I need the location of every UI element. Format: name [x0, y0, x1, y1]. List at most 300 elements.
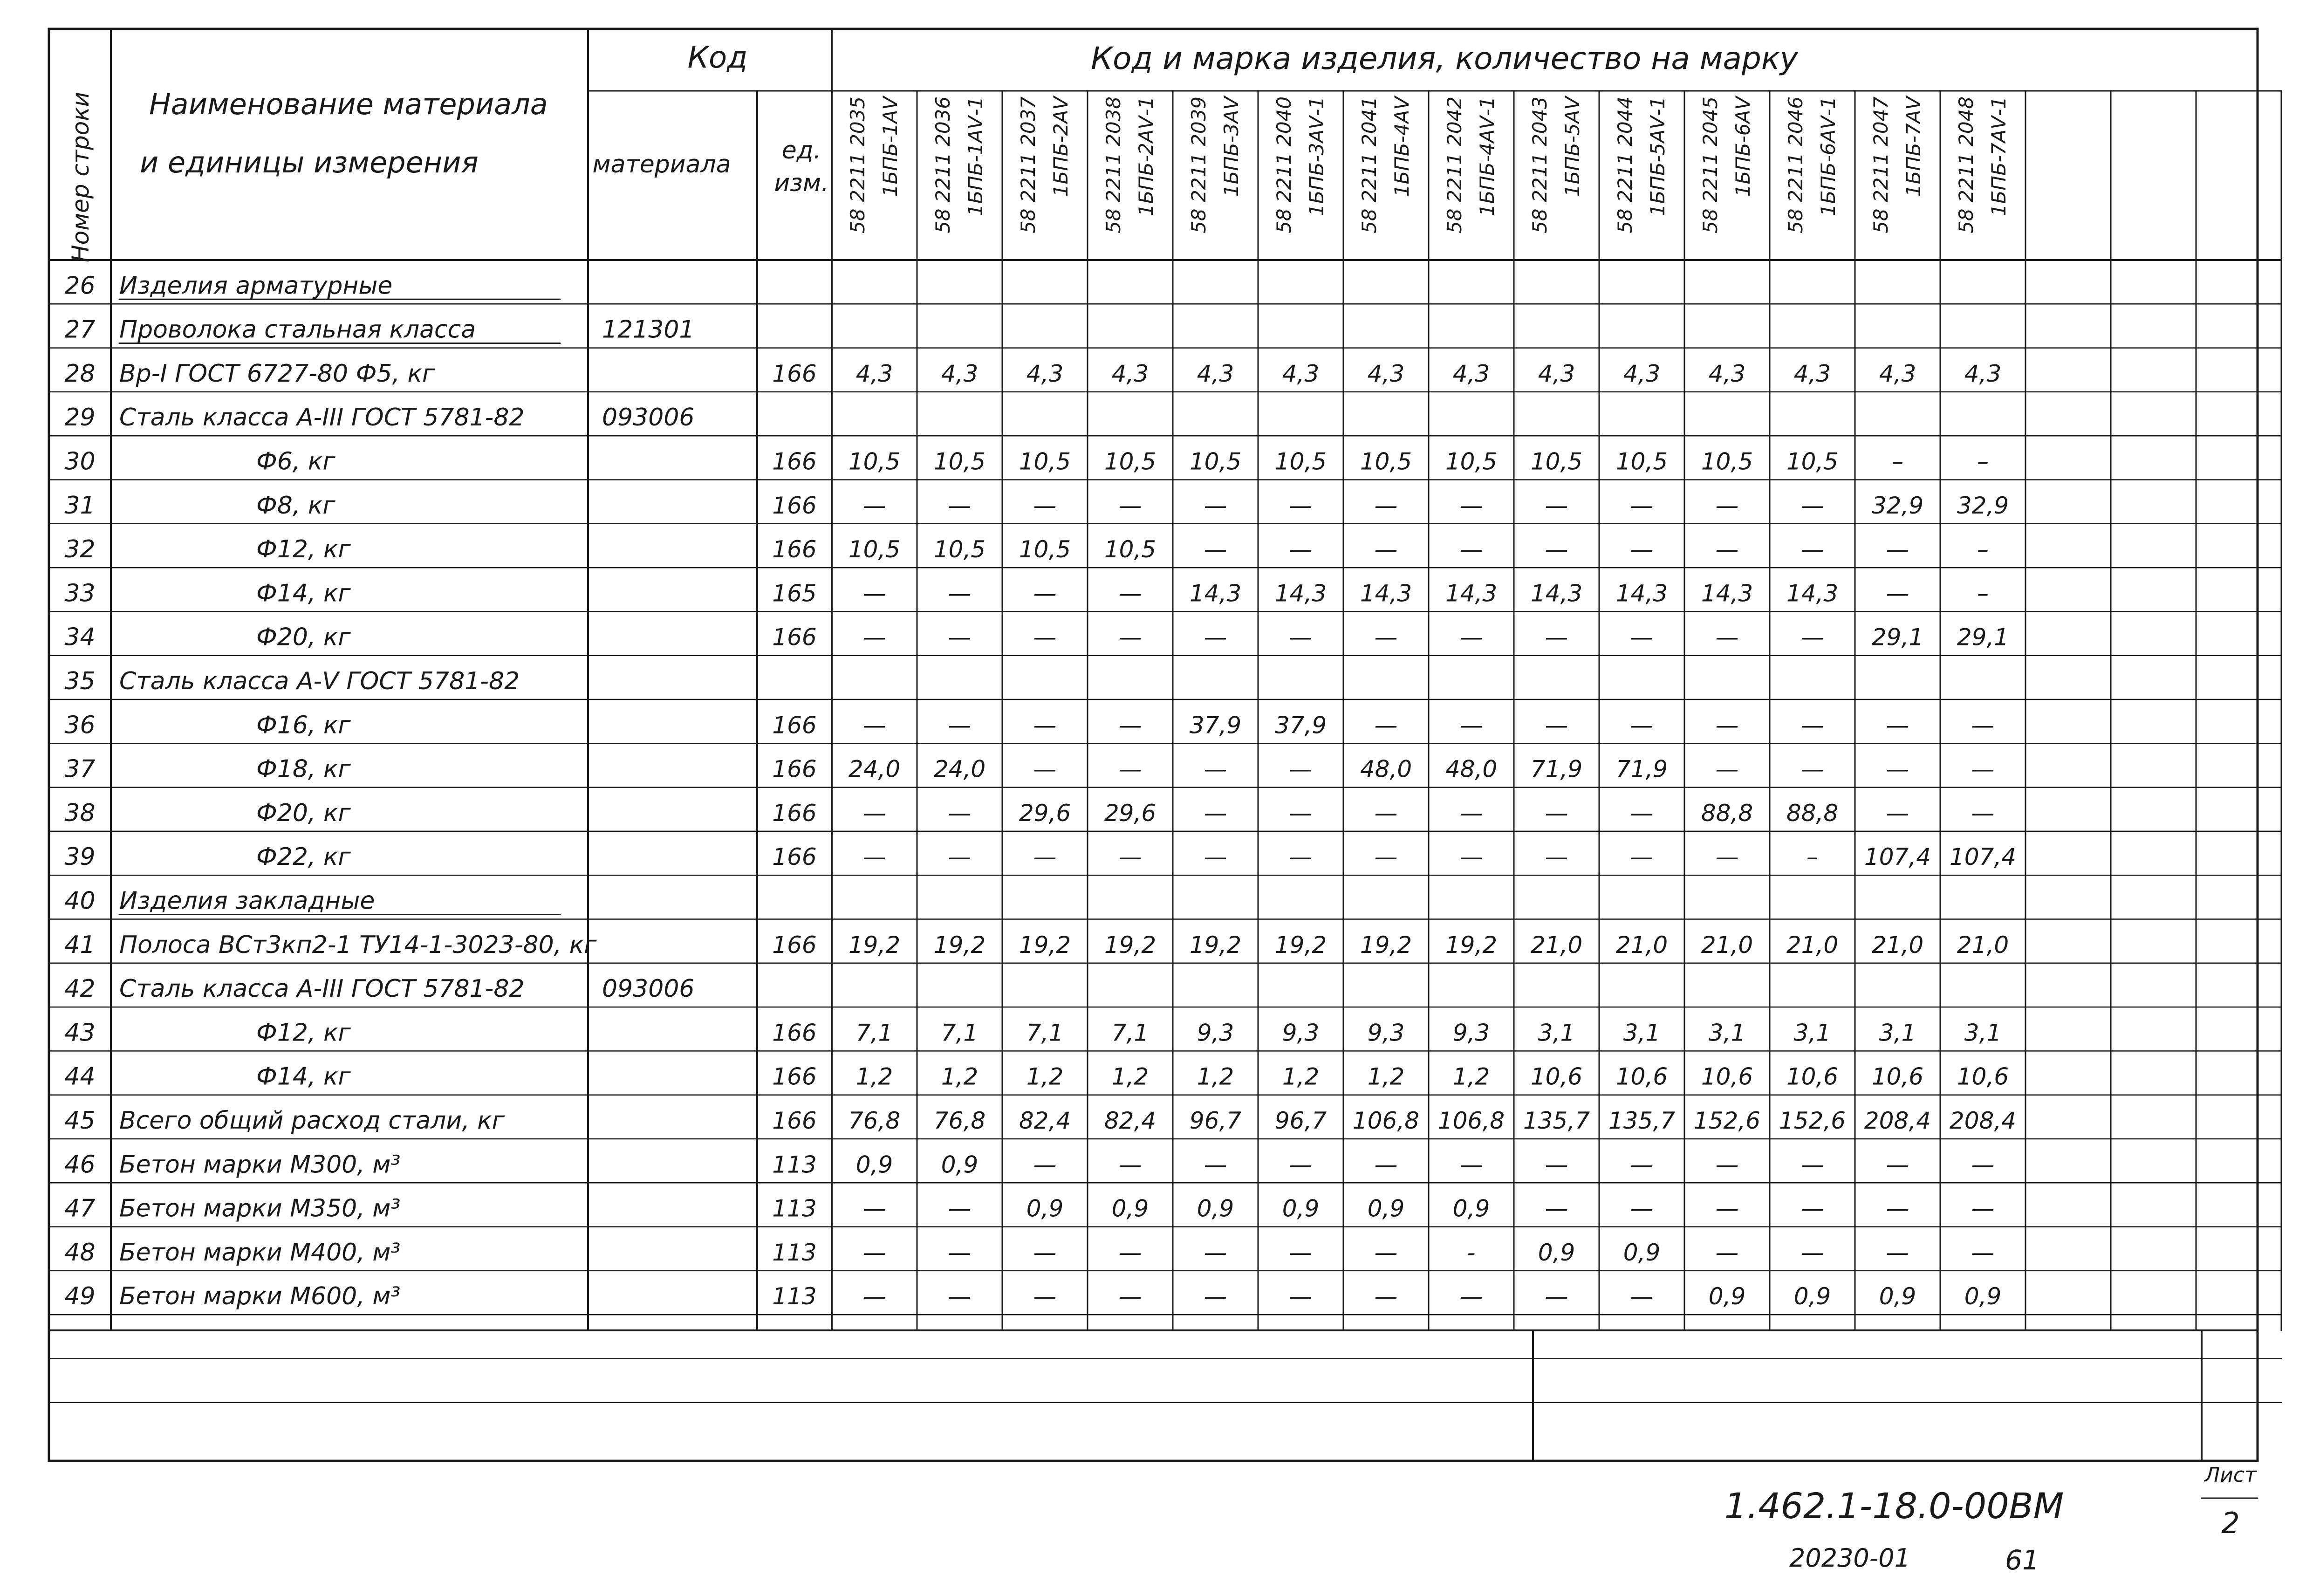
- qty-cell: —: [1374, 536, 1398, 563]
- qty-cell: —: [1715, 712, 1739, 739]
- qty-cell: —: [1715, 536, 1739, 563]
- qty-cell: —: [1374, 623, 1398, 651]
- qty-cell: —: [1459, 712, 1483, 739]
- qty-cell: 21,0: [1530, 931, 1583, 959]
- qty-cell: 10,5: [1019, 448, 1071, 475]
- product-code: 58 2211 2044: [1614, 96, 1636, 233]
- qty-cell: —: [948, 1195, 972, 1222]
- qty-cell: —: [1715, 623, 1739, 651]
- qty-cell: 7,1: [855, 1019, 893, 1047]
- qty-cell: —: [1118, 492, 1142, 519]
- material-name: Ф18, кг: [256, 755, 351, 783]
- qty-cell: —: [1289, 536, 1313, 563]
- qty-cell: 135,7: [1523, 1107, 1590, 1134]
- product-mark: 1БПБ-1АⅤ: [879, 96, 902, 197]
- product-mark: 1БПБ-7АⅤ-1: [1987, 96, 2010, 217]
- qty-cell: 3,1: [1708, 1019, 1746, 1047]
- qty-cell: 4,3: [941, 360, 979, 387]
- material-name: Ф12, кг: [256, 1019, 351, 1047]
- qty-cell: 9,3: [1282, 1019, 1320, 1047]
- qty-cell: 32,9: [1957, 492, 2009, 519]
- material-name: Ф14, кг: [256, 579, 351, 608]
- material-name: Сталь класса А-III ГОСТ 5781-82: [119, 975, 525, 1003]
- qty-cell: 4,3: [855, 360, 893, 387]
- qty-cell: 0,9: [1623, 1239, 1661, 1266]
- qty-cell: 1,2: [1367, 1063, 1405, 1090]
- qty-cell: 1,2: [1026, 1063, 1064, 1090]
- qty-cell: 96,7: [1274, 1107, 1327, 1134]
- qty-cell: —: [1204, 755, 1227, 783]
- qty-cell: 4,3: [1452, 360, 1490, 387]
- qty-cell: —: [1800, 1239, 1824, 1266]
- row-number: 37: [64, 755, 96, 783]
- qty-cell: —: [1204, 1151, 1227, 1178]
- qty-cell: —: [1118, 1239, 1142, 1266]
- qty-cell: 4,3: [1282, 360, 1320, 387]
- qty-cell: —: [948, 623, 972, 651]
- unit-code: 166: [772, 1019, 817, 1047]
- row-number: 41: [64, 931, 96, 959]
- qty-cell: 48,0: [1445, 755, 1498, 783]
- unit-code: 166: [772, 448, 817, 475]
- unit-code: 166: [772, 1107, 817, 1134]
- qty-cell: 3,1: [1879, 1019, 1916, 1047]
- qty-cell: 88,8: [1701, 799, 1753, 827]
- qty-cell: 88,8: [1786, 799, 1839, 827]
- qty-cell: 0,9: [1793, 1283, 1831, 1310]
- name-header-line2: и единицы измерения: [140, 145, 479, 179]
- material-name: Бетон марки М400, м³: [119, 1238, 401, 1267]
- qty-cell: 21,0: [1615, 931, 1668, 959]
- qty-cell: 10,6: [1530, 1063, 1583, 1090]
- qty-cell: —: [1630, 843, 1654, 871]
- qty-cell: 19,2: [1445, 931, 1498, 959]
- qty-cell: 10,5: [848, 448, 901, 475]
- material-name: Ф12, кг: [256, 535, 351, 564]
- qty-cell: —: [948, 1239, 972, 1266]
- qty-cell: 0,9: [1367, 1195, 1405, 1222]
- qty-cell: —: [1033, 580, 1057, 607]
- qty-cell: 19,2: [1019, 931, 1071, 959]
- qty-cell: 4,3: [1708, 360, 1746, 387]
- qty-cell: —: [1459, 623, 1483, 651]
- material-code: 093006: [602, 404, 695, 432]
- qty-cell: —: [1886, 536, 1909, 563]
- qty-cell: —: [1033, 1239, 1057, 1266]
- row-number: 39: [64, 843, 96, 871]
- qty-cell: 10,5: [933, 536, 986, 563]
- qty-cell: —: [1033, 843, 1057, 871]
- qty-cell: —: [1204, 492, 1227, 519]
- qty-cell: —: [1630, 799, 1654, 827]
- unit-code: 166: [772, 1063, 817, 1090]
- qty-cell: 9,3: [1367, 1019, 1405, 1047]
- product-code: 58 2211 2046: [1784, 96, 1807, 233]
- row-number: 28: [64, 359, 96, 388]
- qty-cell: –: [1977, 448, 1989, 475]
- product-mark: 1БПБ-2АⅤ-1: [1135, 96, 1157, 217]
- material-name: Всего общий расход стали, кг: [119, 1107, 505, 1135]
- qty-cell: 82,4: [1104, 1107, 1156, 1134]
- row-number: 40: [64, 887, 96, 915]
- qty-cell: 4,3: [1964, 360, 2002, 387]
- material-name: Бетон марки М350, м³: [119, 1194, 401, 1223]
- row-number: 29: [64, 404, 96, 432]
- qty-cell: —: [1459, 536, 1483, 563]
- qty-cell: —: [1971, 1239, 1995, 1266]
- qty-cell: —: [1118, 755, 1142, 783]
- row-number: 48: [64, 1238, 96, 1267]
- qty-cell: 106,8: [1352, 1107, 1420, 1134]
- qty-cell: 7,1: [1026, 1019, 1064, 1047]
- material-name: Бетон марки М300, м³: [119, 1151, 401, 1179]
- qty-cell: —: [862, 843, 886, 871]
- qty-cell: —: [1374, 1151, 1398, 1178]
- qty-cell: —: [1715, 755, 1739, 783]
- qty-cell: 10,5: [848, 536, 901, 563]
- footer: [1789, 1543, 2039, 1576]
- qty-cell: —: [1289, 1151, 1313, 1178]
- qty-cell: 208,4: [1949, 1107, 2017, 1134]
- unit-code: 113: [772, 1195, 817, 1222]
- qty-cell: —: [1800, 623, 1824, 651]
- qty-cell: —: [1459, 799, 1483, 827]
- qty-cell: 1,2: [855, 1063, 893, 1090]
- qty-cell: —: [1886, 1239, 1909, 1266]
- title-block: [1724, 1463, 2257, 1540]
- qty-cell: —: [1118, 580, 1142, 607]
- name-header-line1: Наименование материала: [149, 87, 548, 121]
- qty-cell: 10,6: [1871, 1063, 1924, 1090]
- material-code: 121301: [602, 315, 695, 344]
- qty-cell: 7,1: [1111, 1019, 1149, 1047]
- qty-cell: 3,1: [1793, 1019, 1831, 1047]
- qty-cell: 14,3: [1615, 580, 1668, 607]
- qty-cell: —: [1204, 1239, 1227, 1266]
- qty-cell: 4,3: [1879, 360, 1916, 387]
- qty-cell: —: [1630, 1283, 1654, 1310]
- product-mark: 1БПБ-3АⅤ: [1220, 96, 1243, 197]
- qty-cell: 37,9: [1189, 712, 1242, 739]
- qty-cell: 10,5: [1104, 448, 1156, 475]
- qty-cell: –: [1977, 536, 1989, 563]
- qty-cell: —: [1033, 623, 1057, 651]
- product-code: 58 2211 2040: [1273, 96, 1295, 233]
- qty-cell: —: [1374, 1283, 1398, 1310]
- qty-cell: —: [1545, 1283, 1568, 1310]
- product-code: 58 2211 2047: [1869, 96, 1892, 233]
- qty-cell: 10,5: [1019, 536, 1071, 563]
- qty-cell: —: [862, 580, 886, 607]
- sheet-label: Лист: [2204, 1463, 2257, 1487]
- qty-cell: —: [1886, 580, 1909, 607]
- qty-cell: —: [1374, 843, 1398, 871]
- qty-cell: —: [1118, 1283, 1142, 1310]
- unit-code: 113: [772, 1151, 817, 1178]
- qty-cell: 21,0: [1957, 931, 2009, 959]
- qty-cell: —: [1545, 843, 1568, 871]
- qty-cell: —: [1033, 1283, 1057, 1310]
- product-mark: 1БПБ-1АⅤ-1: [964, 96, 987, 217]
- qty-cell: 82,4: [1019, 1107, 1071, 1134]
- qty-cell: —: [1545, 492, 1568, 519]
- qty-cell: —: [1289, 1283, 1313, 1310]
- qty-cell: —: [1118, 1151, 1142, 1178]
- row-number: 30: [64, 447, 96, 476]
- qty-cell: —: [1289, 1239, 1313, 1266]
- qty-cell: —: [1971, 755, 1995, 783]
- qty-cell: —: [1033, 712, 1057, 739]
- table-body: [64, 272, 2016, 1310]
- row-number: 49: [64, 1282, 96, 1311]
- product-mark: 1БПБ-3АⅤ-1: [1305, 96, 1328, 217]
- unit-code: 166: [772, 360, 817, 387]
- row-number: 44: [64, 1062, 96, 1091]
- unit-header-line1: ед.: [781, 137, 821, 164]
- qty-cell: 76,8: [933, 1107, 986, 1134]
- product-code: 58 2211 2042: [1443, 96, 1466, 233]
- qty-cell: —: [1289, 492, 1313, 519]
- qty-cell: 106,8: [1437, 1107, 1505, 1134]
- material-name: Ф8, кг: [256, 491, 335, 520]
- qty-cell: 9,3: [1197, 1019, 1234, 1047]
- qty-cell: —: [1289, 623, 1313, 651]
- qty-cell: 14,3: [1274, 580, 1327, 607]
- qty-cell: —: [1971, 712, 1995, 739]
- qty-cell: —: [1630, 1195, 1654, 1222]
- qty-cell: —: [1459, 1151, 1483, 1178]
- qty-cell: —: [1886, 712, 1909, 739]
- qty-cell: 4,3: [1197, 360, 1234, 387]
- qty-cell: 10,5: [1701, 448, 1753, 475]
- product-mark: 1БПБ-5АⅤ: [1561, 96, 1584, 197]
- qty-cell: —: [1033, 1151, 1057, 1178]
- inventory-number: 20230-01: [1789, 1543, 1910, 1573]
- qty-cell: 10,5: [1530, 448, 1583, 475]
- qty-cell: 32,9: [1871, 492, 1924, 519]
- material-name: Ф22, кг: [256, 843, 351, 871]
- qty-cell: —: [948, 1283, 972, 1310]
- qty-cell: —: [1630, 623, 1654, 651]
- qty-cell: —: [1118, 623, 1142, 651]
- qty-cell: —: [948, 843, 972, 871]
- product-code: 58 2211 2048: [1955, 96, 1978, 233]
- qty-cell: —: [1545, 712, 1568, 739]
- material-name: Ф16, кг: [256, 711, 351, 740]
- doc-number: 1.462.1-18.0-00ВМ: [1724, 1485, 2064, 1527]
- qty-cell: 10,5: [1360, 448, 1412, 475]
- product-code: 58 2211 2045: [1699, 96, 1722, 233]
- qty-cell: 3,1: [1538, 1019, 1575, 1047]
- qty-cell: 19,2: [933, 931, 986, 959]
- qty-cell: —: [1545, 1195, 1568, 1222]
- qty-cell: —: [862, 1239, 886, 1266]
- qty-cell: 10,6: [1615, 1063, 1668, 1090]
- products-header: Код и марка изделия, количество на марку: [1091, 41, 1798, 76]
- qty-cell: 107,4: [1864, 843, 1931, 871]
- qty-cell: —: [1630, 492, 1654, 519]
- unit-header-line2: изм.: [774, 169, 829, 197]
- qty-cell: 135,7: [1608, 1107, 1676, 1134]
- product-code: 58 2211 2043: [1528, 96, 1551, 233]
- qty-cell: 0,9: [855, 1151, 893, 1178]
- qty-cell: 19,2: [848, 931, 901, 959]
- qty-cell: —: [1118, 712, 1142, 739]
- qty-cell: —: [948, 492, 972, 519]
- qty-cell: 21,0: [1871, 931, 1924, 959]
- qty-cell: —: [1715, 492, 1739, 519]
- qty-cell: 29,6: [1019, 799, 1071, 827]
- qty-cell: 10,5: [1445, 448, 1498, 475]
- qty-cell: —: [1374, 1239, 1398, 1266]
- qty-cell: 0,9: [1964, 1283, 2002, 1310]
- qty-cell: 0,9: [1111, 1195, 1149, 1222]
- qty-cell: 10,5: [1274, 448, 1327, 475]
- qty-cell: —: [1545, 623, 1568, 651]
- product-mark: 1БПБ-5АⅤ-1: [1646, 96, 1669, 217]
- qty-cell: —: [862, 1283, 886, 1310]
- qty-cell: —: [1459, 1283, 1483, 1310]
- qty-cell: —: [862, 1195, 886, 1222]
- material-code: 093006: [602, 975, 695, 1003]
- material-name: Ф14, кг: [256, 1062, 351, 1091]
- unit-code: 165: [772, 580, 817, 607]
- page-number: 61: [2005, 1544, 2039, 1576]
- qty-cell: 0,9: [1026, 1195, 1064, 1222]
- qty-cell: 10,6: [1786, 1063, 1839, 1090]
- qty-cell: 4,3: [1538, 360, 1575, 387]
- qty-cell: —: [1886, 755, 1909, 783]
- unit-code: 166: [772, 536, 817, 563]
- qty-cell: —: [1118, 843, 1142, 871]
- product-code: 58 2211 2041: [1358, 96, 1381, 233]
- qty-cell: 0,9: [1708, 1283, 1746, 1310]
- qty-cell: —: [862, 492, 886, 519]
- qty-cell: —: [1715, 1151, 1739, 1178]
- qty-cell: 4,3: [1793, 360, 1831, 387]
- qty-cell: 7,1: [941, 1019, 979, 1047]
- qty-cell: —: [1204, 799, 1227, 827]
- unit-code: 113: [772, 1239, 817, 1266]
- qty-cell: 1,2: [1282, 1063, 1320, 1090]
- row-number: 31: [64, 491, 96, 520]
- qty-cell: 19,2: [1104, 931, 1156, 959]
- qty-cell: —: [1800, 755, 1824, 783]
- qty-cell: 14,3: [1530, 580, 1583, 607]
- qty-cell: —: [1033, 755, 1057, 783]
- qty-cell: —: [1971, 1151, 1995, 1178]
- material-name: Полоса ВСт3кп2-1 ТУ14-1-3023-80, кг: [119, 931, 597, 959]
- material-name: Изделия арматурные: [119, 272, 393, 300]
- qty-cell: —: [1459, 492, 1483, 519]
- product-mark: 1БПБ-7АⅤ: [1902, 96, 1925, 197]
- row-number: 43: [64, 1019, 96, 1047]
- qty-cell: 14,3: [1189, 580, 1242, 607]
- qty-cell: —: [1374, 712, 1398, 739]
- sheet-number: 2: [2221, 1506, 2240, 1540]
- row-number: 45: [64, 1107, 96, 1135]
- qty-cell: 29,1: [1957, 623, 2009, 651]
- unit-code: 166: [772, 712, 817, 739]
- qty-cell: 19,2: [1360, 931, 1412, 959]
- row-number: 34: [64, 623, 96, 651]
- row-number: 32: [64, 535, 96, 564]
- product-mark: 1БПБ-2АⅤ: [1049, 96, 1072, 197]
- qty-cell: —: [1715, 1239, 1739, 1266]
- qty-cell: —: [1715, 1195, 1739, 1222]
- qty-cell: —: [1204, 1283, 1227, 1310]
- qty-cell: 0,9: [1197, 1195, 1234, 1222]
- qty-cell: —: [1800, 1195, 1824, 1222]
- qty-cell: 0,9: [1452, 1195, 1490, 1222]
- material-name: Сталь класса А-V ГОСТ 5781-82: [119, 667, 520, 695]
- qty-cell: —: [1886, 1151, 1909, 1178]
- row-number: 26: [64, 272, 96, 300]
- material-header: материала: [592, 151, 731, 178]
- material-name: Сталь класса А-III ГОСТ 5781-82: [119, 404, 525, 432]
- unit-code: 166: [772, 623, 817, 651]
- qty-cell: —: [1545, 536, 1568, 563]
- qty-cell: 29,6: [1104, 799, 1156, 827]
- product-code: 58 2211 2037: [1017, 96, 1040, 233]
- qty-cell: 208,4: [1864, 1107, 1931, 1134]
- unit-code: 166: [772, 931, 817, 959]
- qty-cell: 10,6: [1701, 1063, 1753, 1090]
- unit-code: 166: [772, 843, 817, 871]
- qty-cell: 14,3: [1701, 580, 1753, 607]
- qty-cell: —: [1374, 492, 1398, 519]
- product-code: 58 2211 2035: [846, 96, 869, 233]
- unit-code: 166: [772, 755, 817, 783]
- product-mark: 1БПБ-6АⅤ-1: [1817, 96, 1840, 217]
- row-number: 35: [64, 667, 96, 695]
- qty-cell: 1,2: [941, 1063, 979, 1090]
- qty-cell: 4,3: [1111, 360, 1149, 387]
- product-code: 58 2211 2036: [931, 96, 954, 233]
- row-number: 38: [64, 799, 96, 827]
- qty-cell: 0,9: [1282, 1195, 1320, 1222]
- qty-cell: 10,5: [1104, 536, 1156, 563]
- unit-code: 166: [772, 492, 817, 519]
- qty-cell: —: [1545, 1151, 1568, 1178]
- qty-cell: —: [1800, 536, 1824, 563]
- qty-cell: —: [1800, 1151, 1824, 1178]
- material-name: Ф20, кг: [256, 623, 351, 651]
- qty-cell: 76,8: [848, 1107, 901, 1134]
- qty-cell: —: [1033, 492, 1057, 519]
- qty-cell: 107,4: [1949, 843, 2017, 871]
- qty-cell: 1,2: [1452, 1063, 1490, 1090]
- qty-cell: —: [1545, 799, 1568, 827]
- material-name: Ф6, кг: [256, 447, 335, 476]
- qty-cell: —: [1971, 799, 1995, 827]
- qty-cell: —: [1630, 712, 1654, 739]
- qty-cell: 10,6: [1957, 1063, 2009, 1090]
- qty-cell: 4,3: [1367, 360, 1405, 387]
- material-name: Изделия закладные: [119, 887, 375, 915]
- qty-cell: 3,1: [1964, 1019, 2002, 1047]
- qty-cell: 71,9: [1615, 755, 1668, 783]
- qty-cell: 14,3: [1445, 580, 1498, 607]
- qty-cell: —: [1886, 1195, 1909, 1222]
- product-code: 58 2211 2038: [1102, 96, 1125, 233]
- row-number: 46: [64, 1151, 96, 1179]
- product-mark: 1БПБ-4АⅤ-1: [1476, 96, 1499, 217]
- qty-cell: 24,0: [848, 755, 901, 783]
- product-mark: 1БПБ-6АⅤ: [1731, 96, 1754, 197]
- unit-code: 166: [772, 799, 817, 827]
- qty-cell: —: [862, 623, 886, 651]
